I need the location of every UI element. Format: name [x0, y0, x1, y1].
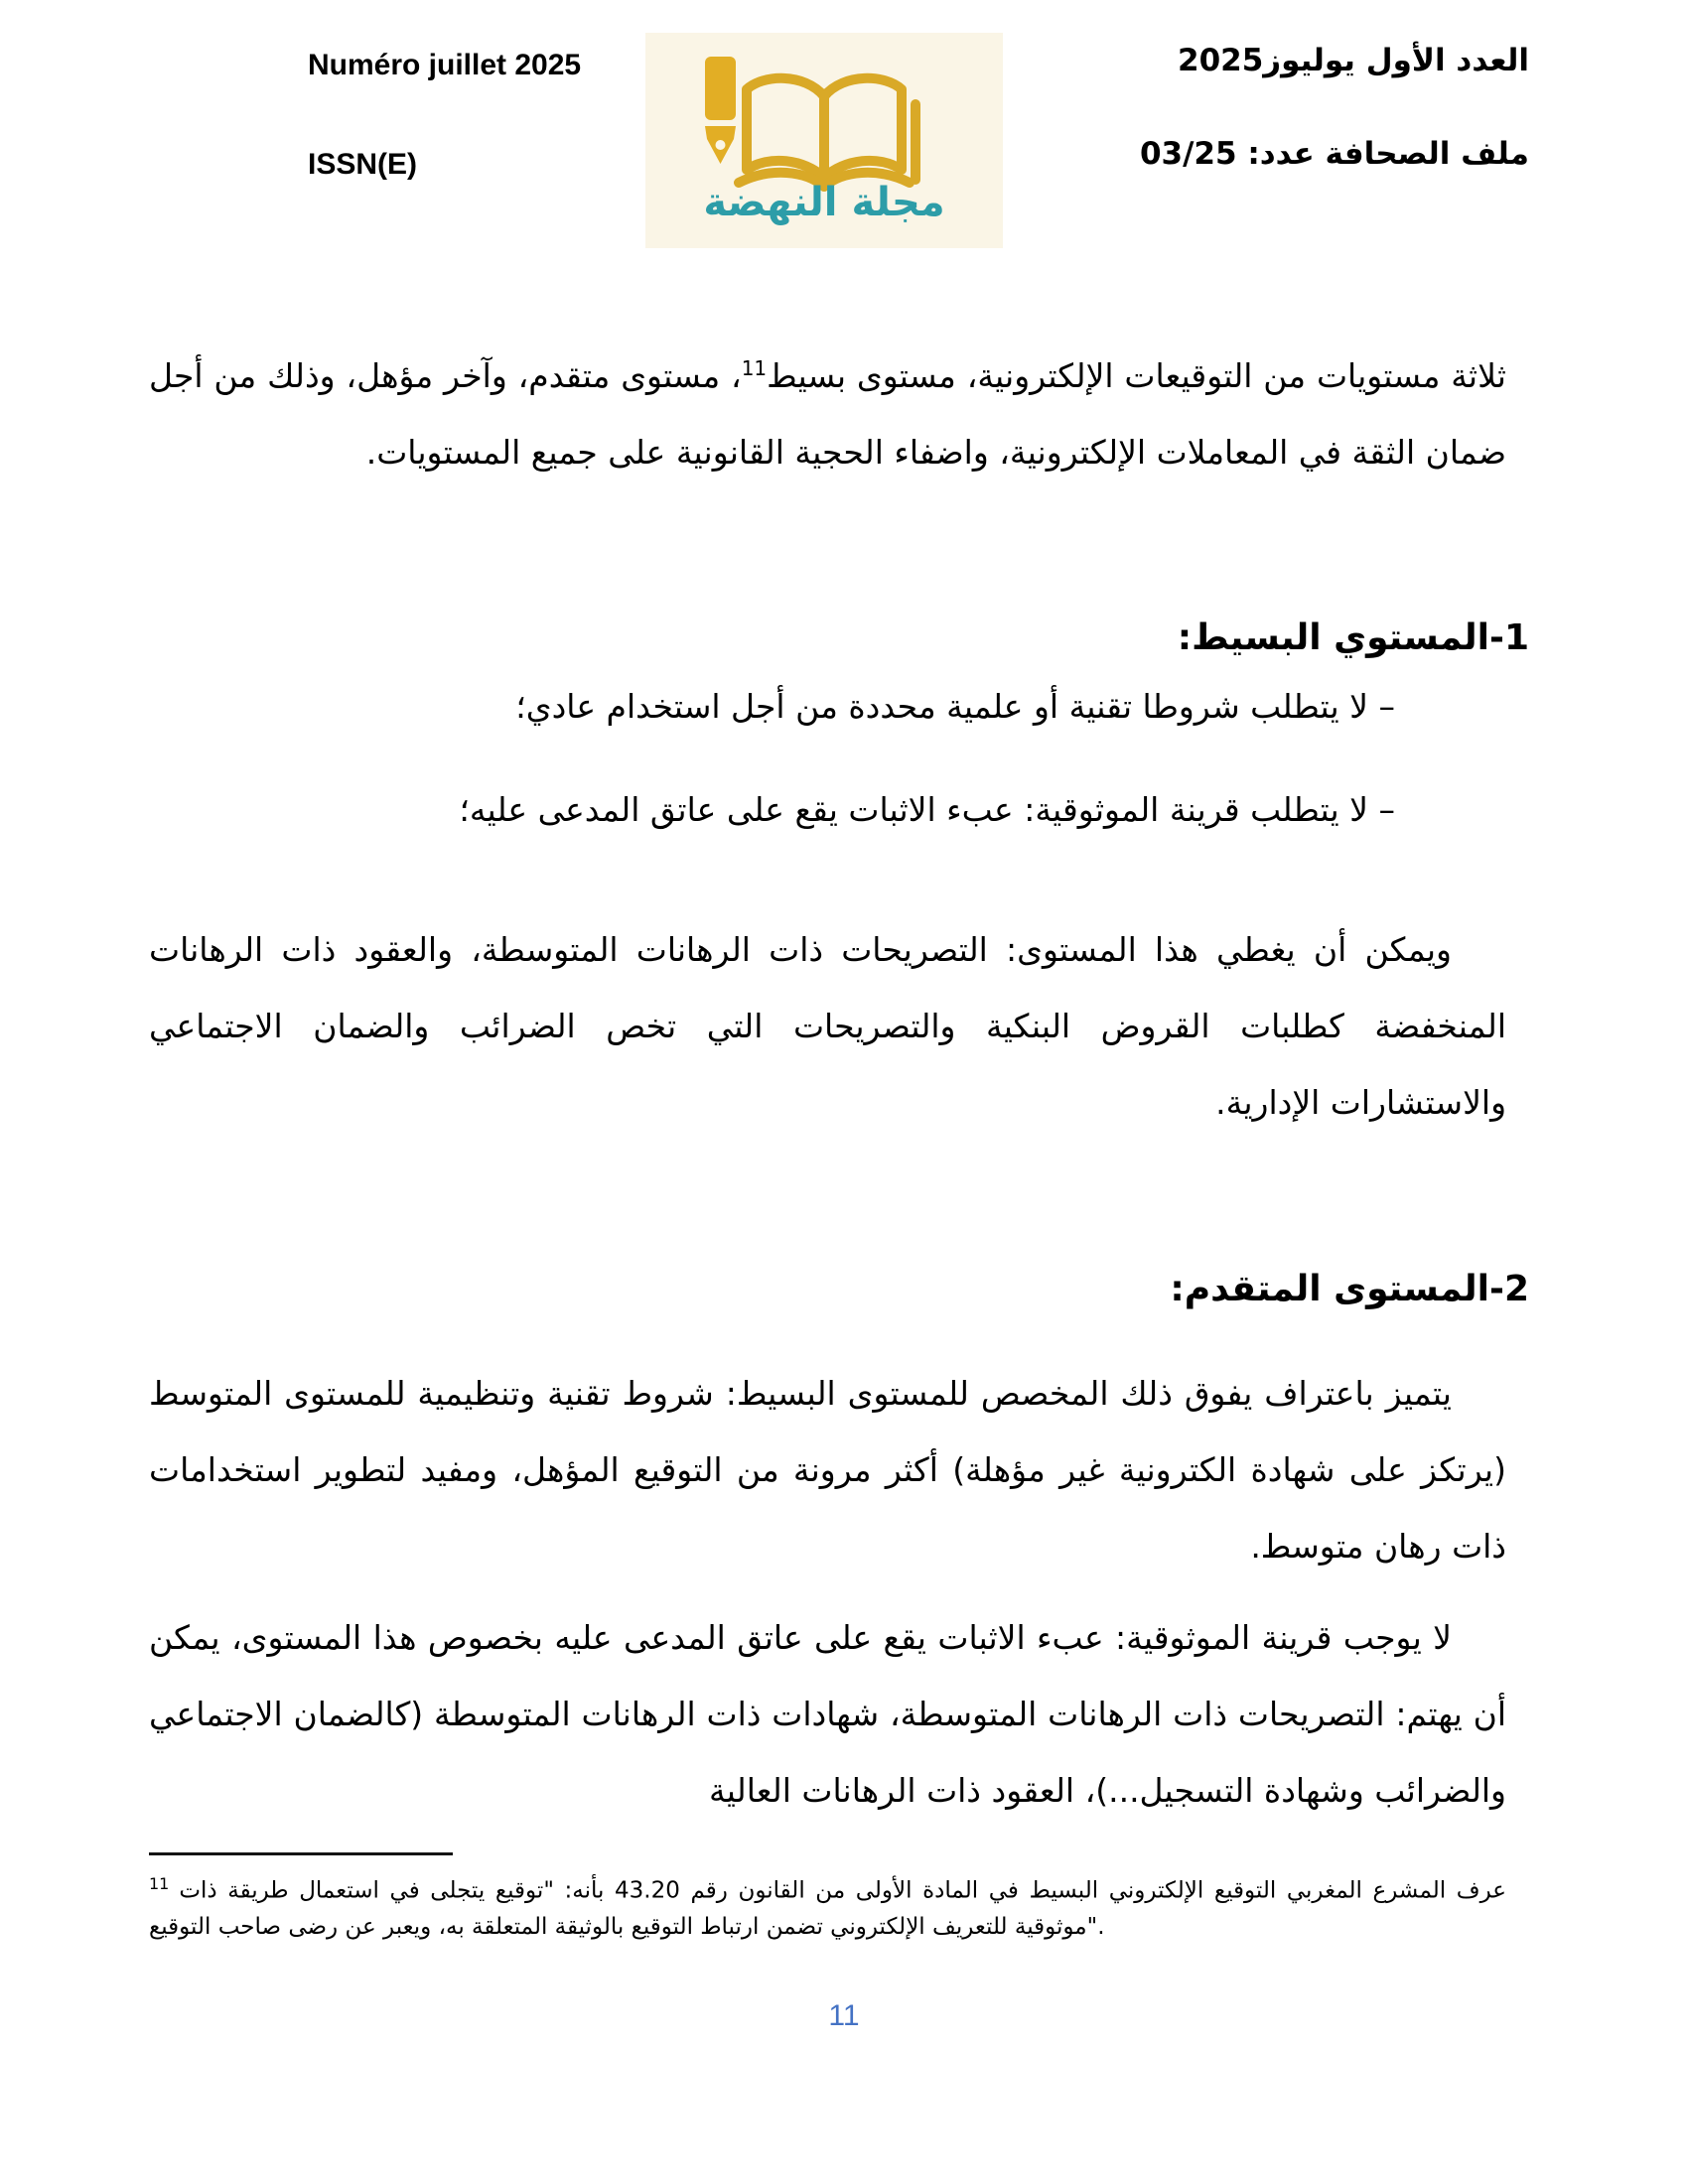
header-dossier: ملف الصحافة عدد: 03/25 — [1139, 136, 1529, 172]
header-issue-ar: العدد الأول يوليوز2025 — [1178, 43, 1529, 78]
header-issue-fr: Numéro juillet 2025 — [308, 49, 582, 81]
page-number: 11 — [828, 1999, 860, 2032]
footnote-separator-rule — [149, 1852, 453, 1855]
fountain-pen-icon — [705, 57, 736, 164]
header-right — [1140, 38, 1529, 177]
paragraph-intro — [149, 331, 1506, 490]
paragraph-level2-scope: لا يوجب قرينة الموثوقية: عبء الاثبات يقع على عاتق المدعى عليه بخصوص هذا المستوى، يمكن أن يهتم: التصريحات ذات الرهانات المتوسطة، شهادات ذات الرهانات المتوسطة (كالضمان الاجتماعي والضرائب وشهادة التسجيل...)، العقود ذات الرهانات العالية — [149, 1618, 1506, 1810]
paragraph-intro-start: ثلاثة مستويات من التوقيعات الإلكترونية، مستوى بسيط — [767, 356, 1506, 395]
paragraph-level1-scope: ويمكن أن يغطي هذا المستوى: التصريحات ذات الرهانات المتوسطة، والعقود ذات الرهانات المنخفضة كطلبات القروض البنكية والتصريحات التي تخص الضرائب والضمان الاجتماعي والاستشارات الإدارية. — [149, 930, 1506, 1122]
footnote-number: 11 — [149, 1874, 170, 1893]
bullet-item-1: – لا يتطلب شروطا تقنية أو علمية محددة من أجل استخدام عادي؛ — [515, 687, 1395, 726]
open-book-icon — [739, 78, 915, 187]
footnote-reference-marker: 11 — [741, 356, 768, 380]
header-issn: ISSN(E) — [308, 148, 418, 181]
paragraph-intro-end: ، مستوى متقدم، وآخر مؤهل، وذلك من أجل ضمان الثقة في المعاملات الإلكترونية، واضفاء الحجية القانونية على جميع المستويات. — [149, 356, 1506, 472]
header-left — [308, 46, 581, 185]
footnote-text: عرف المشرع المغربي التوقيع الإلكتروني البسيط في المادة الأولى من القانون رقم 43.20 بأنه: "توقيع يتجلى في استعمال طريقة ذات موثوقية للتعريف الإلكتروني تضمن ارتباط التوقيع بالوثيقة المتعلقة به، ويعبر عن رضى صاحب التوقيع". — [149, 1877, 1507, 1940]
journal-logo — [645, 33, 1003, 248]
footnote — [149, 1866, 1506, 1945]
paragraph-level2-description: يتميز باعتراف يفوق ذلك المخصص للمستوى البسيط: شروط تقنية وتنظيمية للمستوى المتوسط (يرتكز على شهادة الكترونية غير مؤهلة) أكثر مرونة من التوقيع المؤهل، ومفيد لتطوير استخدامات ذات رهان متوسط. — [149, 1374, 1506, 1566]
heading-advanced-level: 2-المستوى المتقدم: — [1170, 1268, 1529, 1309]
heading-simple-level: 1-المستوي البسيط: — [1177, 616, 1529, 658]
bullet-item-2: – لا يتطلب قرينة الموثوقية: عبء الاثبات يقع على عاتق المدعى عليه؛ — [459, 790, 1395, 829]
logo-title: مجلة النهضة — [703, 180, 945, 225]
